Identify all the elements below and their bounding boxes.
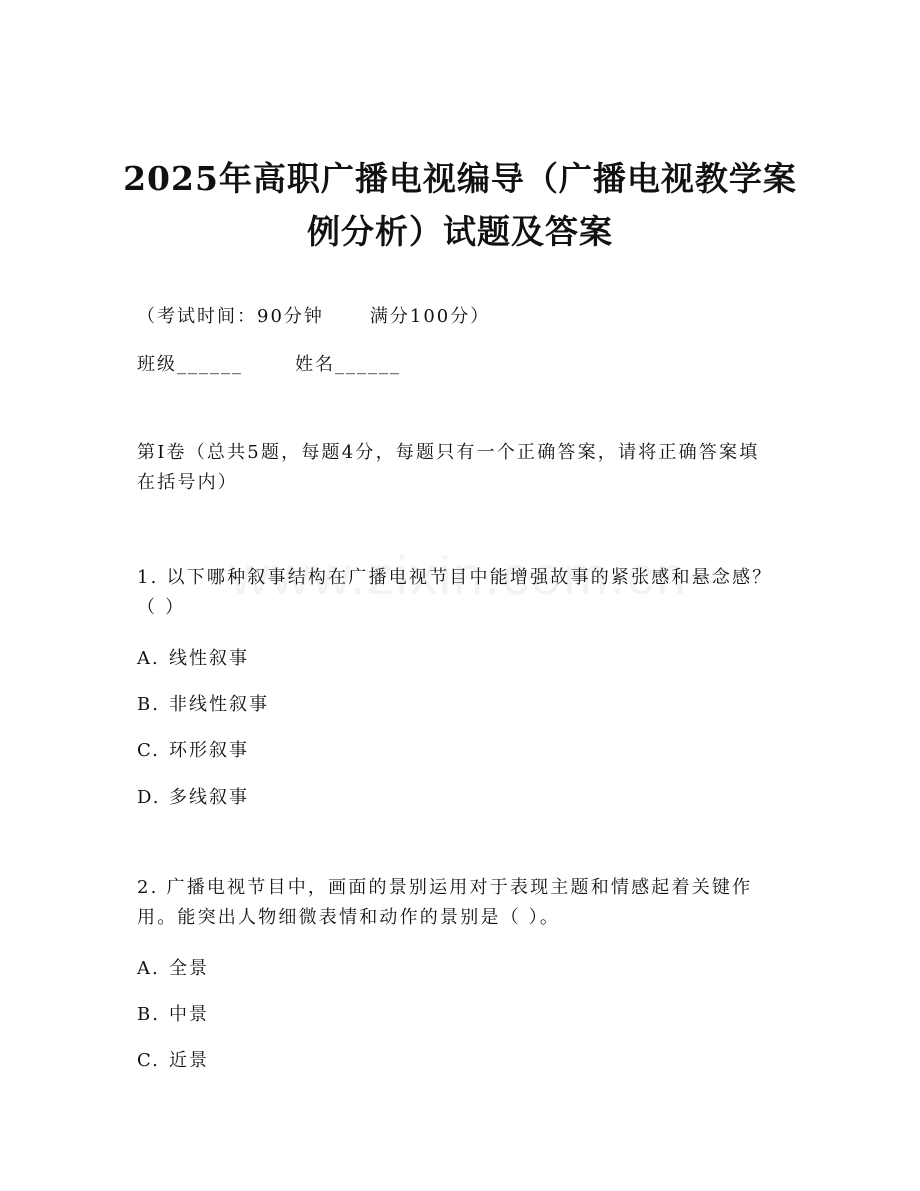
question-2-text: 2. 广播电视节目中，画面的景别运用对于表现主题和情感起着关键作用。能突出人物细微表情和动作的景别是（ ）。 <box>137 877 753 928</box>
option-letter: A. <box>137 958 160 979</box>
option-text: 近景 <box>169 1050 209 1071</box>
name-field: 姓名______ <box>295 354 401 375</box>
option-text: 中景 <box>169 1004 209 1025</box>
question-1-option-d <box>137 783 249 809</box>
question-1-option-c <box>137 736 249 762</box>
option-text: 环形叙事 <box>169 740 249 761</box>
option-letter: B. <box>137 694 160 715</box>
option-text: 非线性叙事 <box>169 694 269 715</box>
title-line-1: 2025年高职广播电视编导（广播电视教学案 <box>123 159 797 198</box>
option-text: 多线叙事 <box>169 787 249 808</box>
question-1-text: 1. 以下哪种叙事结构在广播电视节目中能增强故事的紧张感和悬念感？（ ） <box>137 567 773 618</box>
document-title <box>120 152 800 258</box>
class-field: 班级______ <box>137 354 243 375</box>
student-fields <box>137 350 401 376</box>
question-2-option-b <box>137 1000 209 1026</box>
title-line-2: 例分析）试题及答案 <box>307 212 613 251</box>
option-letter: C. <box>137 1050 160 1071</box>
option-letter: C. <box>137 740 160 761</box>
exam-info <box>137 302 490 328</box>
option-letter: D. <box>137 787 161 808</box>
question-1-option-a <box>137 644 249 670</box>
option-text: 线性叙事 <box>169 648 249 669</box>
question-2-option-c <box>137 1046 209 1072</box>
option-letter: A. <box>137 648 160 669</box>
question-1-option-b <box>137 690 269 716</box>
exam-time: （考试时间：90分钟 <box>137 306 324 327</box>
question-2-option-a <box>137 954 209 980</box>
option-letter: B. <box>137 1004 160 1025</box>
section-intro: 第Ⅰ卷（总共5题，每题4分，每题只有一个正确答案，请将正确答案填在括号内） <box>137 442 760 493</box>
option-text: 全景 <box>169 958 209 979</box>
exam-score: 满分100分） <box>369 306 491 327</box>
